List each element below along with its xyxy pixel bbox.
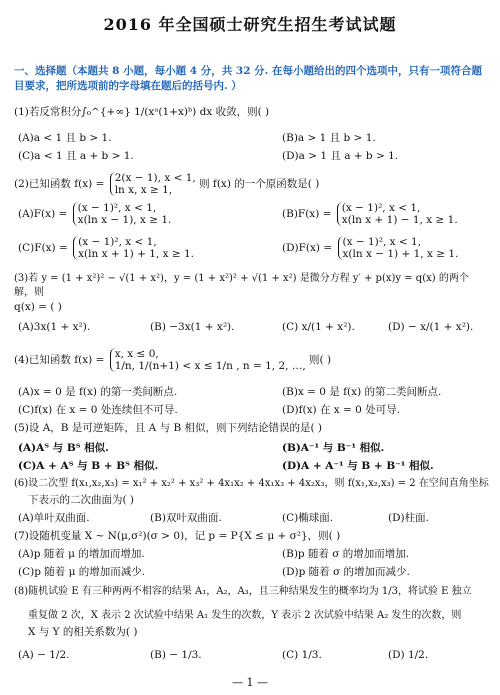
q2-option-a-label: (A)F(x) = (18, 208, 68, 220)
q2-option-d-case-2: x(ln x − 1) + 1, x ≥ 1. (342, 248, 459, 260)
section-heading: 一、选择题（本题共 8 小题，每小题 4 分，共 32 分. 在每小题给出的四个选项中，只有一项符合题目要求，把所选项前的字母填在题后的括号内. ） (14, 65, 482, 92)
q4-suffix: 则( ) (309, 354, 332, 366)
q3-option-b: (B) −3x(1 + x²). (150, 321, 235, 333)
q2-case-1: 2(x − 1), x < 1, (114, 172, 196, 184)
q5-option-d: (D)A + A⁻¹ 与 B + B⁻¹ 相似. (282, 460, 434, 472)
q4-option-a: (A)x = 0 是 f(x) 的第一类间断点. (18, 386, 178, 398)
q2-option-c (18, 236, 194, 260)
q2-option-a-case-2: x(ln x − 1), x ≥ 1. (77, 214, 172, 226)
q1-option-a: (A)a < 1 且 b > 1. (18, 132, 112, 144)
q6-option-b: (B)双叶双曲面. (150, 512, 222, 524)
q2-option-b (282, 202, 458, 226)
q7-option-c: (C)p 随着 μ 的增加而减少. (18, 566, 146, 578)
q2-option-b-brace (337, 202, 458, 226)
q2-case-2: ln x, x ≥ 1, (114, 184, 173, 196)
question-3-stem-line-1: (3)若 y = (1 + x²)² − √(1 + x²)，y = (1 + x²)² + √(1 + x²) 是微分方程 y′ + p(x)y = q(x) 的两个解，则 (14, 273, 469, 298)
q2-option-d-case-1: (x − 1)², x < 1, (342, 236, 422, 248)
question-6-stem-line-2: 下表示的二次曲面为( ) (28, 494, 135, 506)
q8-option-a: (A) − 1/2. (18, 649, 70, 661)
q2-option-d-brace (338, 236, 459, 260)
q2-option-c-case-1: (x − 1)², x < 1, (78, 236, 157, 248)
q4-piecewise (110, 348, 306, 372)
q4-case-2: 1/n, 1/(n+1) < x ≤ 1/n , n = 1, 2, …, (114, 360, 306, 372)
q6-option-a: (A)单叶双曲面. (18, 512, 90, 524)
q2-option-c-label: (C)F(x) = (18, 242, 68, 254)
question-8-stem-line-3: X 与 Y 的相关系数为( ) (28, 626, 138, 638)
q2-option-b-case-2: x(ln x + 1) − 1, x ≥ 1. (341, 214, 458, 226)
question-4-stem (14, 348, 331, 372)
question-1-stem: (1)若反常积分∫₀^{+∞} 1/(xᵃ(1+x)ᵇ) dx 收敛，则( ) (14, 106, 270, 118)
q8-option-d: (D) 1/2. (388, 649, 429, 661)
q2-option-c-case-2: x(ln x + 1) + 1, x ≥ 1. (78, 248, 194, 260)
q2-prefix: (2)已知函数 f(x) = (14, 178, 105, 190)
q5-option-a: (A)Aᵀ 与 Bᵀ 相似. (18, 442, 109, 454)
q4-prefix: (4)已知函数 f(x) = (14, 354, 105, 366)
q2-piecewise (110, 172, 196, 196)
q2-option-b-label: (B)F(x) = (282, 208, 332, 220)
q2-option-d-label: (D)F(x) = (282, 242, 333, 254)
q5-option-c: (C)A + Aᵀ 与 B + Bᵀ 相似. (18, 460, 159, 472)
page-title: 2016 年全国硕士研究生招生考试试题 (103, 15, 397, 34)
q8-option-b: (B) − 1/3. (150, 649, 202, 661)
q6-option-c: (C)椭球面. (282, 512, 334, 524)
q2-option-a (18, 202, 171, 226)
q5-option-b: (B)A⁻¹ 与 B⁻¹ 相似. (282, 442, 385, 454)
question-5-stem: (5)设 A，B 是可逆矩阵，且 A 与 B 相似，则下列结论错误的是( ) (14, 422, 323, 434)
q2-option-a-case-1: (x − 1)², x < 1, (77, 202, 157, 214)
q6-option-d: (D)柱面. (388, 512, 429, 524)
q4-option-c: (C)f(x) 在 x = 0 处连续但不可导. (18, 404, 178, 416)
q7-option-a: (A)p 随着 μ 的增加而增加. (18, 548, 145, 560)
q2-option-c-brace (73, 236, 194, 260)
q2-option-b-case-1: (x − 1)², x < 1, (341, 202, 421, 214)
q3-option-d: (D) − x/(1 + x²). (388, 321, 474, 333)
q2-suffix: 则 f(x) 的一个原函数是( ) (199, 178, 320, 190)
q4-case-1: x, x ≤ 0, (114, 348, 159, 360)
question-8-stem-line-2: 重复做 2 次，X 表示 2 次试验中结果 A₁ 发生的次数，Y 表示 2 次试验中结果 A₂ 发生的次数，则 (28, 610, 462, 621)
q1-option-d: (D)a > 1 且 a + b > 1. (282, 150, 399, 162)
q7-option-b: (B)p 随着 σ 的增加而增加. (282, 548, 410, 560)
q4-option-b: (B)x = 0 是 f(x) 的第二类间断点. (282, 386, 442, 398)
question-7-stem: (7)设随机变量 X ~ N(μ,σ²)(σ > 0)，记 p = P{X ≤ μ + σ²}，则( ) (14, 530, 341, 542)
q1-option-b: (B)a > 1 且 b > 1. (282, 132, 376, 144)
q8-option-c: (C) 1/3. (282, 649, 322, 661)
page-number: — 1 — (232, 676, 268, 689)
q4-option-d: (D)f(x) 在 x = 0 处可导. (282, 404, 401, 416)
q3-option-c: (C) x/(1 + x²). (282, 321, 355, 333)
question-8-stem-line-1: (8)随机试验 E 有三种两两不相容的结果 A₁，A₂，A₃，且三种结果发生的概率均为 1/3，将试验 E 独立 (14, 586, 472, 597)
q2-option-d (282, 236, 458, 260)
question-2-stem (14, 172, 319, 196)
question-3-stem-line-2: q(x) = ( ) (14, 301, 62, 313)
q7-option-d: (D)p 随着 σ 的增加而减少. (282, 566, 410, 578)
q3-option-a: (A)3x(1 + x²). (18, 321, 91, 333)
question-6-stem-line-1: (6)设二次型 f(x₁,x₂,x₃) = x₁² + x₂² + x₃² + 4x₁x₂ + 4x₁x₃ + 4x₂x₃，则 f(x₁,x₂,x₃) = 2 在空间直角坐标 (14, 478, 489, 489)
q1-option-c: (C)a < 1 且 a + b > 1. (18, 150, 134, 162)
q2-option-a-brace (73, 202, 172, 226)
